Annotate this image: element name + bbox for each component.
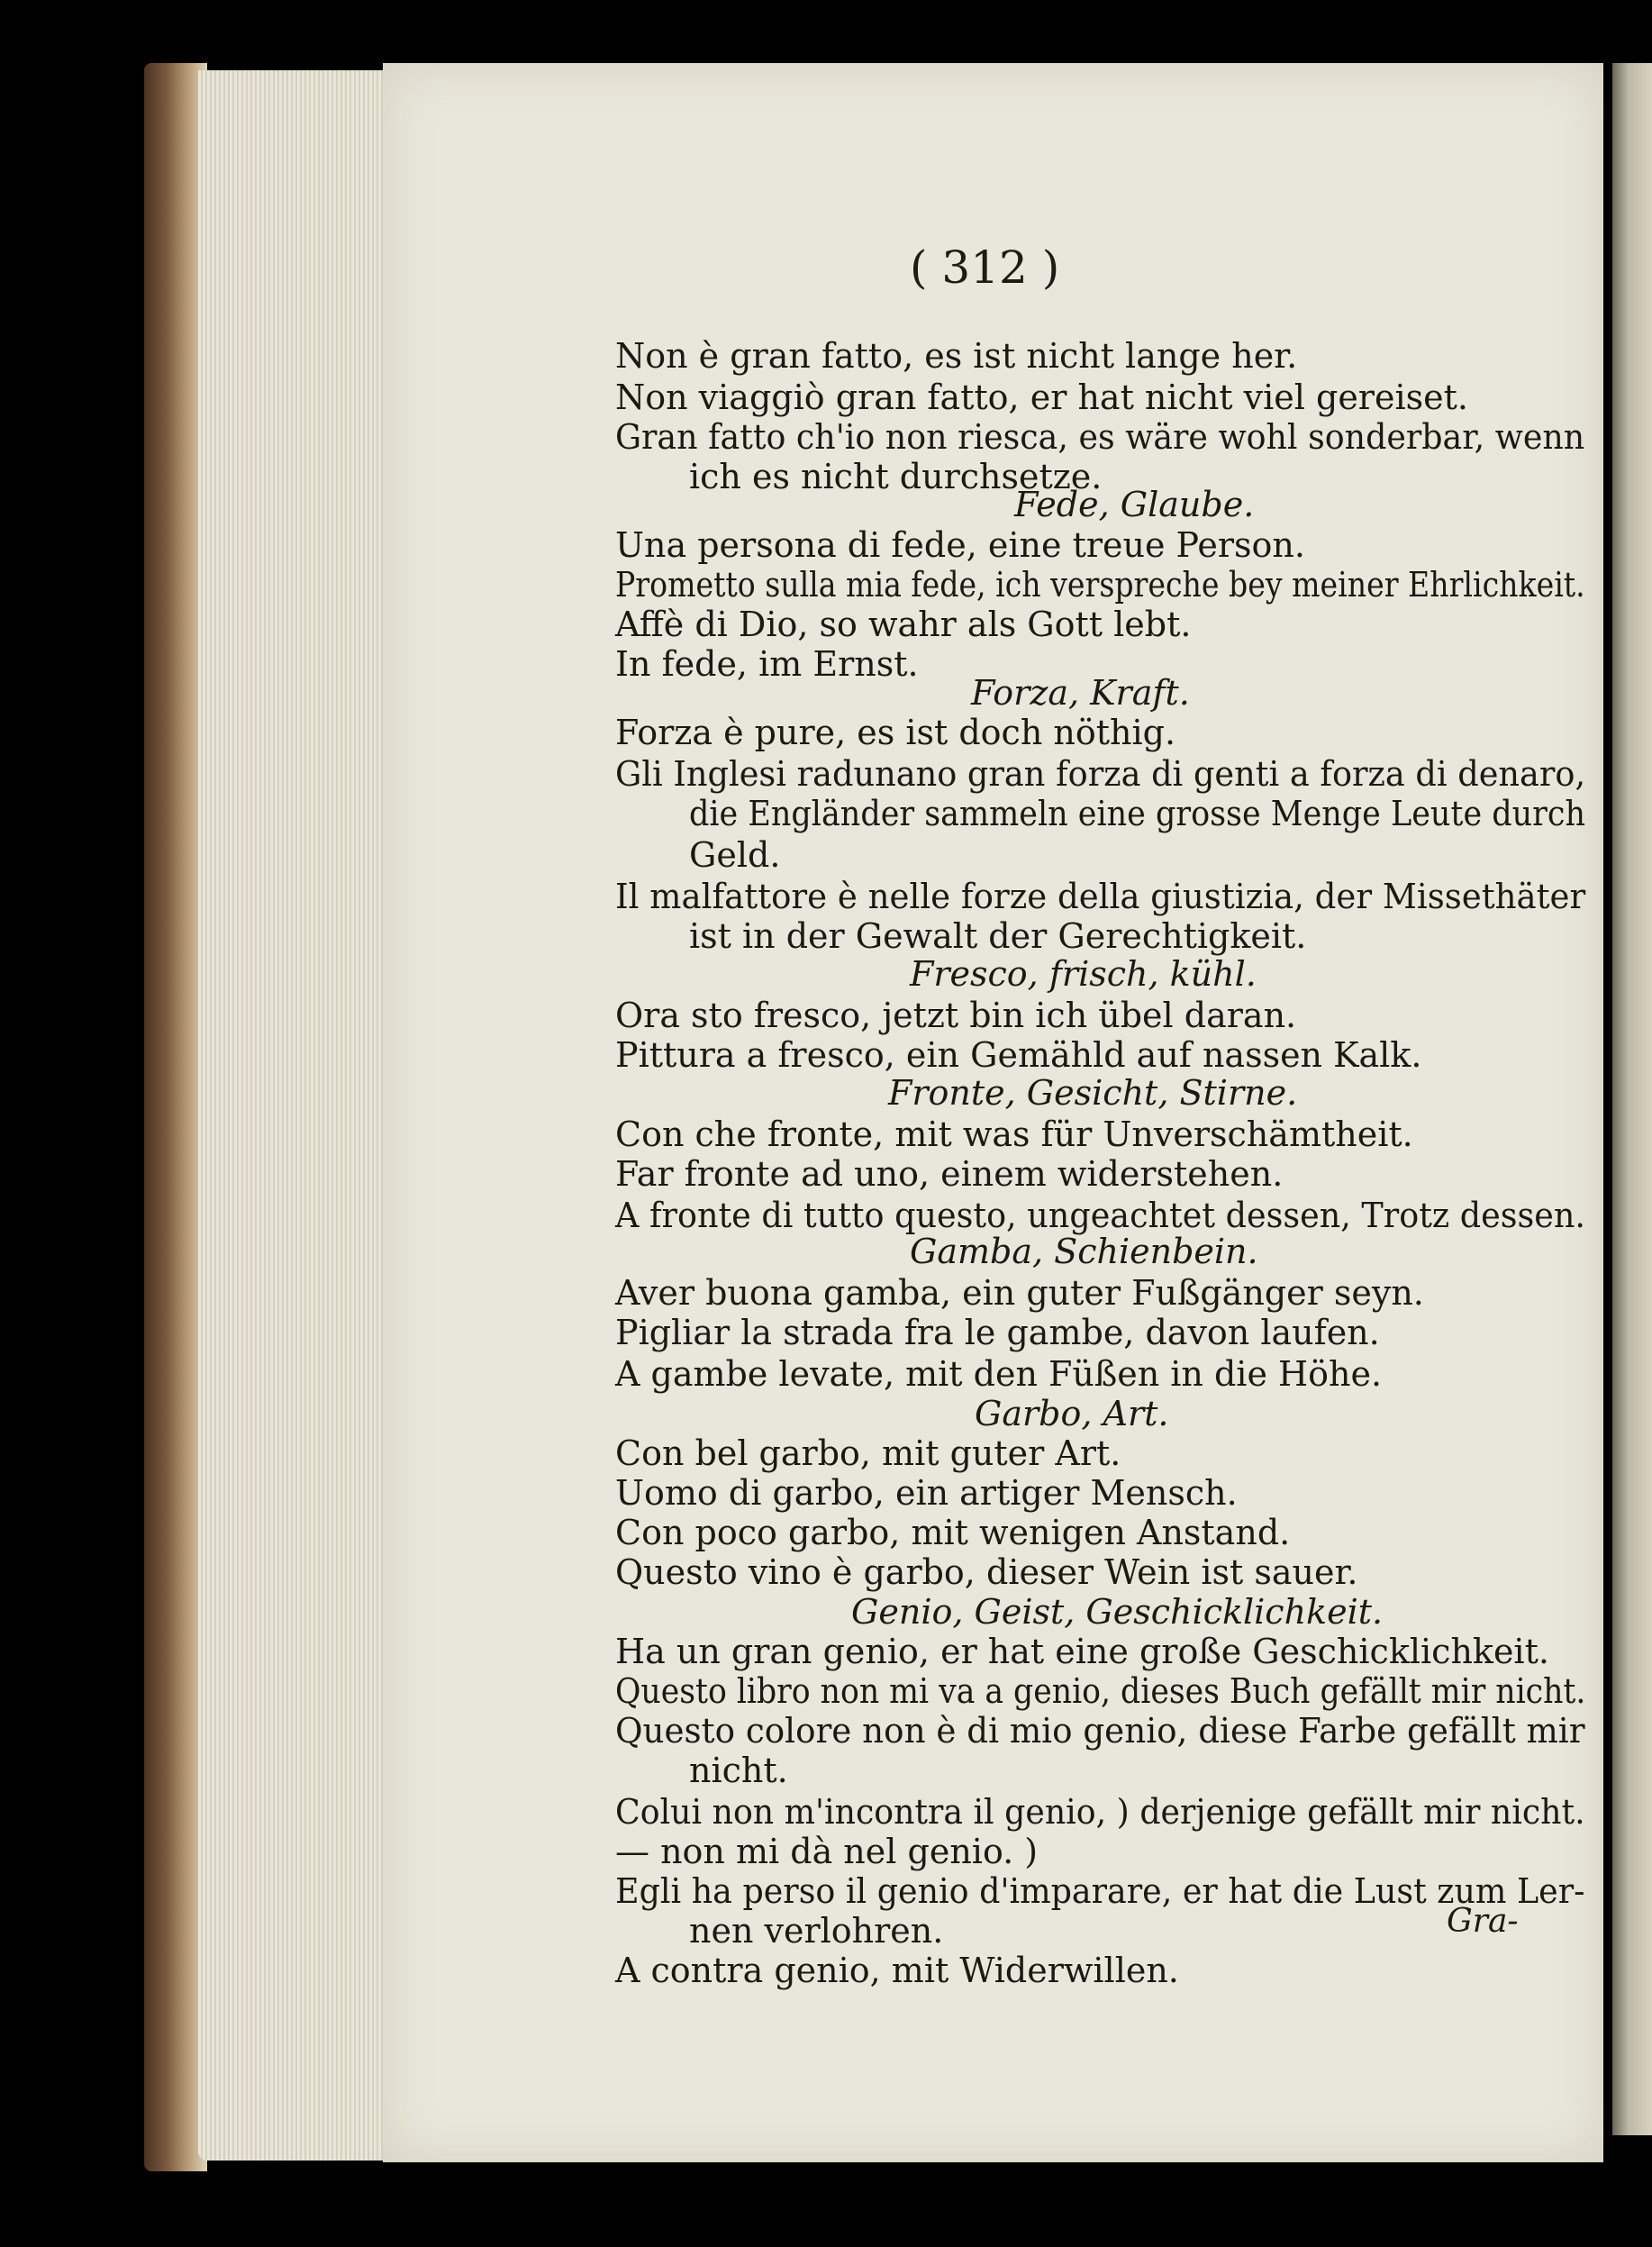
section-heading: Gamba, Schienbein. [910,1232,1258,1271]
page-edges [198,70,387,2161]
text-line: Affè di Dio, so wahr als Gott lebt. [615,605,1192,644]
text-line: Geld. [689,835,781,875]
text-line: Una persona di fede, eine treue Person. [615,525,1305,565]
text-line: Il malfattore è nelle forze della giustizia, der Missethäter [615,877,1586,916]
text-line: Prometto sulla mia fede, ich verspreche bey meiner Ehrlichkeit. [615,565,1585,605]
text-line: A gambe levate, mit den Füßen in die Höhe. [615,1354,1383,1394]
text-line: A fronte di tutto questo, ungeachtet dessen, Trotz dessen. [615,1196,1585,1235]
text-line: Forza è pure, es ist doch nöthig. [615,713,1176,752]
text-line: Con poco garbo, mit wenigen Anstand. [615,1513,1291,1552]
text-line: Pigliar la strada fra le gambe, davon laufen. [615,1313,1380,1352]
text-line: Questo vino è garbo, dieser Wein ist sauer. [615,1552,1358,1592]
text-line: Colui non m'incontra il genio, ) derjenige gefällt mir nicht. [615,1792,1585,1832]
section-heading: Fede, Glaube. [1014,485,1255,524]
text-line: Aver buona gamba, ein guter Fußgänger seyn. [615,1273,1424,1313]
text-line: Far fronte ad uno, einem widerstehen. [615,1154,1284,1194]
section-heading: Fronte, Gesicht, Stirne. [888,1073,1298,1113]
text-line: Con bel garbo, mit guter Art. [615,1433,1121,1473]
text-line: ich es nicht durchsetze. [689,457,1103,496]
text-line: Uomo di garbo, ein artiger Mensch. [615,1473,1238,1513]
text-line: Con che fronte, mit was für Unverschämtheit. [615,1114,1413,1154]
text-line: Non è gran fatto, es ist nicht lange her. [615,336,1298,376]
text-line: Ha un gran genio, er hat eine große Geschicklichkeit. [615,1632,1549,1671]
text-line: nicht. [689,1751,788,1790]
page-number: ( 312 ) [910,241,1060,294]
text-line: Pittura a fresco, ein Gemähld auf nassen Kalk. [615,1035,1422,1075]
text-line: Questo colore non è di mio genio, diese Farbe gefällt mir [615,1711,1585,1751]
text-line: Gli Inglesi radunano gran forza di genti a forza di denaro, [615,754,1586,794]
catchword: Gra- [1447,1903,1519,1940]
text-line: Ora sto fresco, jetzt bin ich übel daran. [615,996,1297,1035]
section-heading: Garbo, Art. [975,1394,1169,1433]
text-line: Non viaggiò gran fatto, er hat nicht viel gereiset. [615,378,1468,417]
text-line: Questo libro non mi va a genio, dieses Buch gefällt mir nicht. [615,1671,1586,1711]
text-line: — non mi dà nel genio. ) [615,1832,1039,1871]
text-line: In fede, im Ernst. [615,644,919,684]
text-line: Gran fatto ch'io non riesca, es wäre wohl sonderbar, wenn [615,417,1585,457]
text-line: nen verlohren. [689,1911,944,1951]
facing-page-edge [1612,63,1652,2135]
text-line: Egli ha perso il genio d'imparare, er hat die Lust zum Ler- [615,1871,1585,1911]
text-line: A contra genio, mit Widerwillen. [615,1951,1179,1990]
text-line: die Engländer sammeln eine grosse Menge Leute durch [689,794,1585,833]
section-heading: Genio, Geist, Geschicklichkeit. [851,1592,1384,1632]
section-heading: Fresco, frisch, kühl. [910,954,1257,994]
section-heading: Forza, Kraft. [971,673,1190,713]
text-line: ist in der Gewalt der Gerechtigkeit. [689,916,1307,956]
